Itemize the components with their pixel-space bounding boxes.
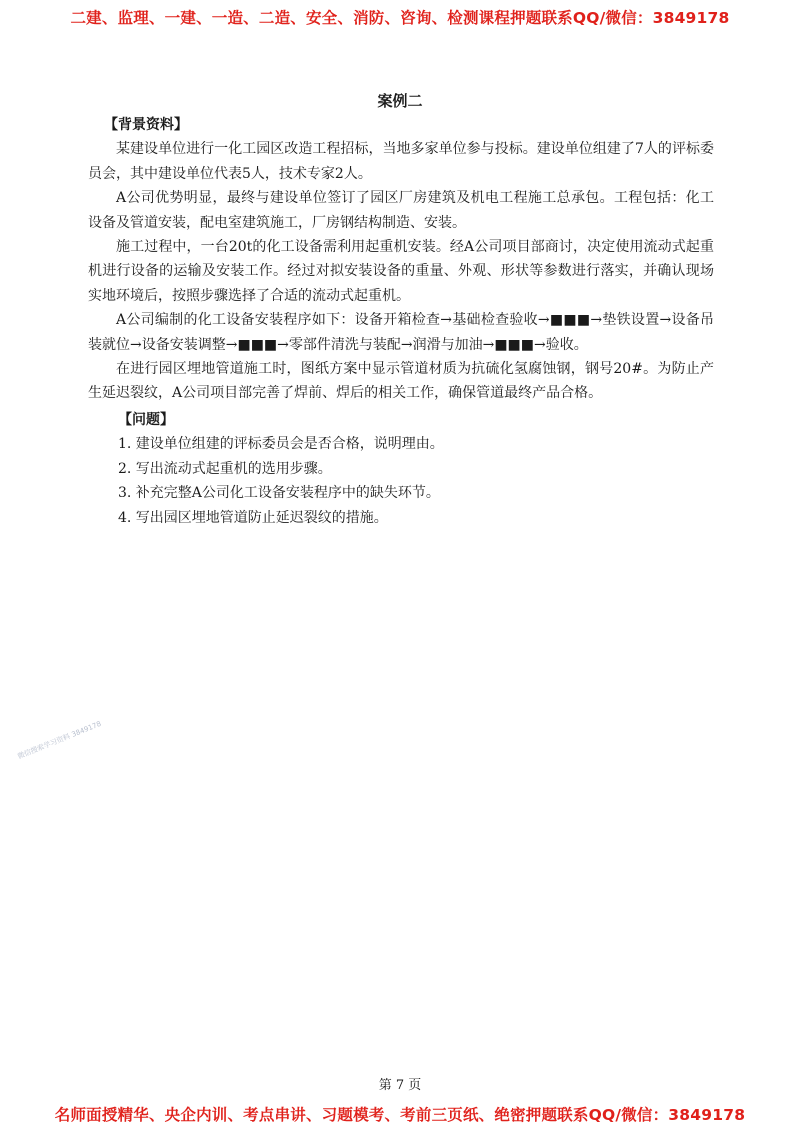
paragraph: 在进行园区埋地管道施工时，图纸方案中显示管道材质为抗硫化氢腐蚀钢，钢号20#。为防止产生延迟裂纹，A公司项目部完善了焊前、焊后的相关工作，确保管道最终产品合格。	[88, 361, 714, 402]
page-number: 第 7 页	[378, 1078, 422, 1093]
footer-banner: 名师面授精华、央企内训、考点串讲、习题模考、考前三页纸、绝密押题联系QQ/微信：3849178	[54, 1106, 746, 1124]
paragraph: A公司优势明显，最终与建设单位签订了园区厂房建筑及机电工程施工总承包。工程包括：化工设备及管道安装，配电室建筑施工，厂房钢结构制造、安装。	[88, 190, 714, 231]
question-item: 2. 写出流动式起重机的选用步骤。	[118, 460, 332, 477]
paragraph: A公司编制的化工设备安装程序如下：设备开箱检查→基础检查验收→■■■→垫铁设置→设备吊装就位→设备安装调整→■■■→零部件清洗与装配→润滑与加油→■■■→验收。	[88, 312, 714, 353]
background-label: 【背景资料】	[104, 117, 188, 133]
question-item: 3. 补充完整A公司化工设备安装程序中的缺失环节。	[118, 485, 440, 502]
watermark: 微信搜索学习资料 3849178	[16, 719, 103, 761]
case-title: 案例二	[377, 92, 423, 110]
document-body	[88, 113, 714, 530]
question-item: 4. 写出园区埋地管道防止延迟裂纹的措施。	[118, 509, 388, 526]
header-banner: 二建、监理、一建、一造、二造、安全、消防、咨询、检测课程押题联系QQ/微信：3849178	[70, 9, 730, 27]
paragraph: 施工过程中，一台20t的化工设备需利用起重机安装。经A公司项目部商讨，决定使用流动式起重机进行设备的运输及安装工作。经过对拟安装设备的重量、外观、形状等参数进行落实，并确认现场实地环境后，按照步骤选择了合适的流动式起重机。	[88, 239, 714, 304]
paragraph: 某建设单位进行一化工园区改造工程招标，当地多家单位参与投标。建设单位组建了7人的评标委员会，其中建设单位代表5人，技术专家2人。	[88, 141, 714, 182]
question-item: 1. 建设单位组建的评标委员会是否合格，说明理由。	[118, 436, 444, 453]
questions-label: 【问题】	[118, 411, 174, 428]
